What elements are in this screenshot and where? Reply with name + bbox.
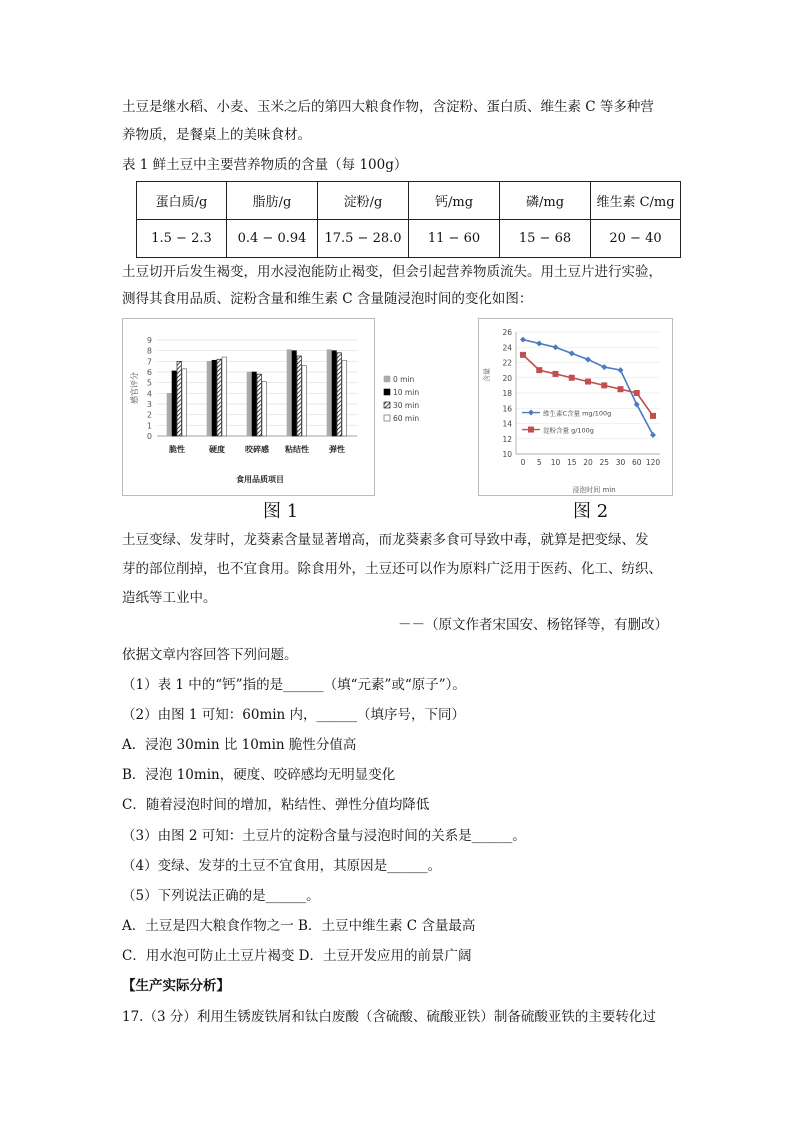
table-header-cell: 钙/mg [409, 182, 500, 220]
table-cell: 11 − 60 [409, 220, 500, 258]
y-tick-label: 12 [502, 434, 512, 444]
figure-2-line-chart [478, 318, 674, 503]
y-axis-label: 含量 [483, 368, 491, 382]
source-attribution: －－（原文作者宋国安、杨铭铎等，有删改） [398, 617, 668, 633]
bar [167, 393, 171, 436]
table-title: 表 1 鲜土豆中主要营养物质的含量（每 100g） [122, 157, 408, 173]
table-cell: 1.5 − 2.3 [137, 220, 227, 258]
y-tick-label: 7 [146, 357, 152, 367]
table-cell: 17.5 − 28.0 [318, 220, 409, 258]
y-tick-label: 8 [146, 346, 152, 356]
bar [217, 359, 221, 436]
legend-swatch [384, 389, 390, 395]
data-point [553, 371, 559, 377]
y-tick-label: 10 [502, 450, 512, 459]
legend-label: 0 min [393, 375, 415, 384]
data-point [536, 340, 542, 346]
y-axis-label: 感官评分 [130, 372, 139, 404]
x-tick-label: 弹性 [329, 445, 345, 454]
para3-line-2: 芽的部位削掉，也不宜食用。除食用外，土豆还可以作为原料广泛用于医药、化工、纺织、 [122, 561, 662, 577]
legend-label: 60 min [393, 414, 420, 423]
bar [297, 356, 301, 436]
x-tick-label: 120 [645, 458, 661, 467]
bar [252, 372, 256, 436]
data-point [569, 375, 575, 381]
table-header-cell: 磷/mg [500, 182, 591, 220]
data-point [585, 379, 591, 385]
data-point [520, 337, 526, 343]
data-point [536, 367, 542, 373]
bar [262, 382, 266, 436]
bar [247, 372, 251, 436]
bar [212, 360, 216, 436]
para3-line-1: 土豆变绿、发芽时，龙葵素含量显著增高，而龙葵素多食可导致中毒，就算是把变绿、发 [122, 532, 649, 548]
table-header-row [137, 182, 681, 220]
data-point [601, 364, 607, 370]
x-tick-label: 脆性 [169, 445, 185, 454]
bar [172, 371, 176, 436]
x-axis-label: 食用品质项目 [236, 475, 284, 484]
bar [337, 353, 341, 436]
series-line [523, 340, 653, 435]
y-tick-label: 6 [146, 368, 152, 377]
legend-swatch [384, 415, 390, 421]
table-header-cell: 蛋白质/g [137, 182, 227, 220]
bar [207, 361, 211, 436]
bar [302, 366, 306, 436]
x-tick-label: 咬碎感 [245, 445, 269, 454]
y-tick-label: 20 [502, 373, 512, 383]
data-point [618, 386, 624, 392]
legend-label: 10 min [393, 388, 420, 397]
question-1: （1）表 1 中的“钙”指的是______（填“元素”或“原子”）。 [122, 677, 466, 693]
data-point [618, 367, 624, 373]
y-tick-label: 9 [146, 336, 152, 345]
question-3: （3）由图 2 可知：土豆片的淀粉含量与浸泡时间的关系是______。 [122, 828, 526, 844]
y-tick-label: 1 [146, 421, 152, 431]
legend-marker [528, 427, 534, 433]
legend-label: 淀粉含量 g/100g [543, 426, 594, 435]
y-tick-label: 24 [502, 343, 512, 353]
question-5-options-ab: A．土豆是四大粮食作物之一 B．土豆中维生素 C 含量最高 [122, 918, 476, 934]
question-5: （5）下列说法正确的是______。 [122, 888, 320, 904]
y-tick-label: 16 [502, 404, 512, 414]
x-tick-label: 30 [615, 458, 626, 467]
question-5-options-cd: C．用水泡可防止土豆片褐变 D．土豆开发应用的前景广阔 [122, 948, 472, 964]
y-tick-label: 18 [502, 389, 512, 398]
intro-line-1: 土豆是继水稻、小麦、玉米之后的第四大粮食作物，含淀粉、蛋白质、维生素 C 等多种营 [122, 99, 654, 115]
bar [182, 369, 186, 436]
y-tick-label: 3 [146, 400, 152, 409]
table-cell: 15 − 68 [500, 220, 591, 258]
y-tick-label: 26 [502, 328, 512, 337]
y-tick-label: 14 [502, 419, 512, 429]
x-tick-label: 5 [536, 458, 542, 467]
bar [327, 350, 331, 436]
table-cell: 0.4 − 0.94 [227, 220, 318, 258]
bar [332, 351, 336, 436]
x-tick-label: 20 [583, 458, 593, 467]
bar [292, 351, 296, 436]
legend-swatch [384, 376, 390, 382]
para2-line-1: 土豆切开后发生褐变，用水浸泡能防止褐变，但会引起营养物质流失。用土豆片进行实验， [122, 264, 662, 280]
para2-line-2: 测得其食用品质、淀粉含量和维生素 C 含量随浸泡时间的变化如图： [122, 291, 533, 307]
intro-line-2: 养物质，是餐桌上的美味食材。 [122, 127, 311, 143]
section-heading: 【生产实际分析】 [122, 978, 230, 994]
table-header-cell: 脂肪/g [227, 182, 318, 220]
legend-label: 维生素C含量 mg/100g [543, 409, 612, 418]
legend-marker [528, 410, 534, 416]
table-cell: 20 − 40 [591, 220, 681, 258]
y-tick-label: 22 [502, 358, 512, 368]
figure-1-bar-chart [122, 318, 442, 503]
y-tick-label: 5 [146, 378, 152, 388]
figure-2-caption: 图 2 [573, 501, 609, 522]
x-tick-label: 60 [631, 458, 642, 467]
bar [257, 374, 261, 436]
bar [342, 360, 346, 436]
x-tick-label: 硬度 [209, 445, 225, 454]
bar [287, 350, 291, 436]
question-2: （2）由图 1 可知：60min 内，______（填序号，下同） [122, 707, 466, 723]
x-axis-label: 浸泡时间 min [572, 486, 616, 494]
data-point [601, 382, 607, 388]
figure-1-caption: 图 1 [263, 501, 299, 522]
legend-label: 30 min [393, 401, 420, 410]
legend-swatch [384, 402, 390, 408]
data-point [650, 432, 656, 438]
data-point [553, 344, 559, 350]
data-point [650, 413, 656, 419]
table-header-cell: 淀粉/g [318, 182, 409, 220]
question-4: （4）变绿、发芽的土豆不宜食用，其原因是______。 [122, 858, 442, 874]
y-tick-label: 0 [146, 432, 152, 441]
instruction: 依据文章内容回答下列问题。 [122, 647, 298, 663]
para3-line-3: 造纸等工业中。 [122, 590, 217, 606]
data-point [585, 356, 591, 362]
data-point [634, 401, 640, 407]
data-point [569, 350, 575, 356]
x-tick-label: 25 [599, 458, 610, 467]
nutrient-table [136, 181, 681, 258]
data-point [634, 390, 640, 396]
y-tick-label: 2 [146, 410, 152, 420]
question-2-option-a: A．浸泡 30min 比 10min 脆性分值高 [122, 737, 357, 753]
y-tick-label: 4 [146, 389, 152, 399]
x-tick-label: 15 [566, 458, 577, 467]
question-2-option-c: C．随着浸泡时间的增加，粘结性、弹性分值均降低 [122, 797, 430, 813]
x-tick-label: 粘结性 [285, 445, 309, 454]
question-2-option-b: B．浸泡 10min，硬度、咬碎感均无明显变化 [122, 767, 396, 783]
table-row [137, 220, 681, 258]
series-line [523, 355, 653, 416]
table-header-cell: 维生素 C/mg [591, 182, 681, 220]
bar [177, 361, 181, 436]
question-17: 17.（3 分）利用生锈废铁屑和钛白废酸（含硫酸、硫酸亚铁）制备硫酸亚铁的主要转化过 [122, 1009, 656, 1025]
x-tick-label: 0 [520, 458, 526, 467]
bar [222, 357, 226, 436]
data-point [520, 352, 526, 358]
x-tick-label: 10 [550, 458, 561, 467]
